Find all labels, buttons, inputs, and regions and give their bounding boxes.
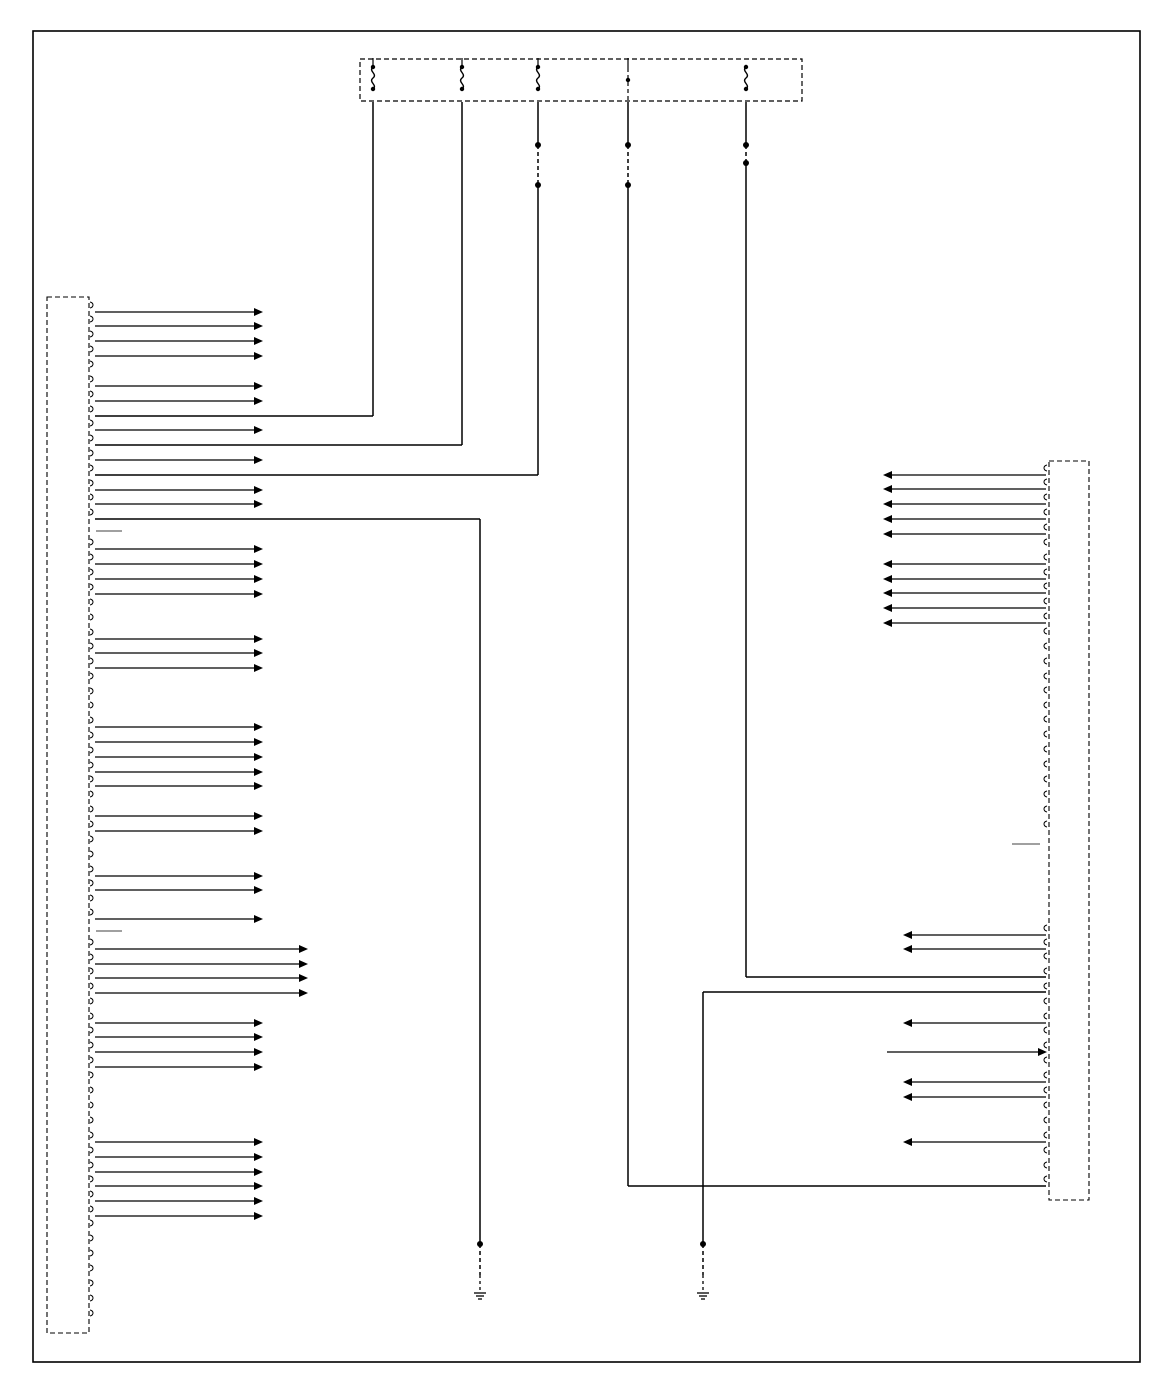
pin-socket-icon [90, 569, 93, 575]
pin-socket-icon [90, 420, 93, 426]
pin-socket-icon [90, 1295, 93, 1301]
pin-socket-icon [1044, 983, 1047, 989]
pin-socket-icon [1044, 761, 1047, 767]
arrow-right-icon [254, 560, 263, 568]
pin-socket-icon [90, 1013, 93, 1019]
arrow-right-icon [254, 1048, 263, 1056]
arrow-right-icon [254, 545, 263, 553]
pin-socket-icon [1044, 583, 1047, 589]
arrow-right-icon [254, 590, 263, 598]
arrow-right-icon [254, 664, 263, 672]
pin-socket-icon [90, 688, 93, 694]
arrow-right-icon [254, 1197, 263, 1205]
pin-socket-icon [1044, 1117, 1047, 1123]
pin-socket-icon [1044, 746, 1047, 752]
pin-socket-icon [1044, 791, 1047, 797]
arrow-right-icon [254, 649, 263, 657]
pin-socket-icon [90, 494, 93, 500]
fuse-icon [537, 67, 540, 89]
pin-socket-icon [90, 747, 93, 753]
pin-socket-icon [90, 732, 93, 738]
pin-socket-icon [90, 1176, 93, 1182]
pin-socket-icon [90, 1027, 93, 1033]
pin-socket-icon [90, 998, 93, 1004]
pin-socket-icon [1044, 716, 1047, 722]
pin-socket-icon [1044, 821, 1047, 827]
pin-socket-icon [90, 316, 93, 322]
pin-socket-icon [90, 821, 93, 827]
arrow-left-icon [883, 575, 892, 583]
pin-socket-icon [90, 539, 93, 545]
pin-socket-icon [90, 673, 93, 679]
pin-socket-icon [90, 361, 93, 367]
arrow-right-icon [254, 723, 263, 731]
fuse-icon [461, 67, 464, 89]
pin-socket-icon [90, 465, 93, 471]
pin-socket-icon [1044, 598, 1047, 604]
pin-socket-icon [90, 584, 93, 590]
arrow-right-icon [254, 486, 263, 494]
arrow-left-icon [883, 530, 892, 538]
arrow-right-icon [254, 886, 263, 894]
splice-dot-icon [625, 142, 631, 148]
pin-socket-icon [1044, 658, 1047, 664]
pin-socket-icon [90, 331, 93, 337]
pin-socket-icon [1044, 1072, 1047, 1078]
arrow-right-icon [254, 915, 263, 923]
arrow-right-icon [299, 960, 308, 968]
pin-socket-icon [90, 1220, 93, 1226]
arrow-left-icon [883, 500, 892, 508]
pin-socket-icon [90, 895, 93, 901]
arrow-right-icon [254, 456, 263, 464]
pin-socket-icon [90, 1250, 93, 1256]
splice-dot-icon [460, 65, 464, 69]
pin-socket-icon [90, 776, 93, 782]
pin-socket-icon [90, 643, 93, 649]
arrow-right-icon [254, 575, 263, 583]
splice-dot-icon [744, 65, 748, 69]
fuse-icon [745, 67, 748, 89]
splice-dot-icon [371, 65, 375, 69]
splice-dot-icon [460, 87, 464, 91]
splice-dot-icon [371, 87, 375, 91]
pin-socket-icon [90, 406, 93, 412]
arrow-left-icon [903, 1019, 912, 1027]
pin-socket-icon [1044, 673, 1047, 679]
pin-socket-icon [90, 909, 93, 915]
arrow-right-icon [254, 352, 263, 360]
pin-socket-icon [90, 1057, 93, 1063]
splice-dot-icon [743, 142, 749, 148]
pin-socket-icon [1044, 939, 1047, 945]
pin-socket-icon [90, 1235, 93, 1241]
pin-socket-icon [1044, 1147, 1047, 1153]
arrow-right-icon [254, 1063, 263, 1071]
pin-socket-icon [90, 435, 93, 441]
arrow-right-icon [254, 768, 263, 776]
pin-socket-icon [90, 702, 93, 708]
pin-socket-icon [90, 629, 93, 635]
pin-socket-icon [90, 1310, 93, 1316]
pin-socket-icon [90, 1132, 93, 1138]
pin-socket-icon [90, 509, 93, 515]
arrow-right-icon [1038, 1048, 1047, 1056]
arrow-left-icon [883, 471, 892, 479]
arrow-right-icon [254, 1168, 263, 1176]
arrow-right-icon [254, 500, 263, 508]
pin-socket-icon [1044, 968, 1047, 974]
pin-socket-icon [1044, 1013, 1047, 1019]
arrow-right-icon [299, 974, 308, 982]
pin-socket-icon [1044, 628, 1047, 634]
fuse-block-outline [360, 59, 802, 101]
pin-socket-icon [90, 1102, 93, 1108]
pin-socket-icon [1044, 613, 1047, 619]
pin-socket-icon [90, 480, 93, 486]
arrow-right-icon [254, 782, 263, 790]
diagram-frame [33, 31, 1140, 1362]
arrow-right-icon [254, 1182, 263, 1190]
pin-socket-icon [1044, 1057, 1047, 1063]
pin-socket-icon [90, 806, 93, 812]
pin-socket-icon [90, 391, 93, 397]
left-module-outline [47, 297, 89, 1333]
pin-socket-icon [90, 968, 93, 974]
pin-socket-icon [1044, 1162, 1047, 1168]
pin-socket-icon [1044, 479, 1047, 485]
pin-socket-icon [1044, 465, 1047, 471]
arrow-right-icon [254, 1033, 263, 1041]
pin-socket-icon [90, 954, 93, 960]
pin-socket-icon [90, 983, 93, 989]
right-module-outline [1049, 461, 1089, 1200]
arrow-right-icon [254, 1138, 263, 1146]
pin-socket-icon [1044, 554, 1047, 560]
pin-socket-icon [90, 762, 93, 768]
arrow-left-icon [883, 589, 892, 597]
arrow-right-icon [254, 308, 263, 316]
arrow-left-icon [903, 945, 912, 953]
pin-socket-icon [90, 880, 93, 886]
pin-socket-icon [90, 717, 93, 723]
arrow-left-icon [883, 560, 892, 568]
arrow-right-icon [254, 812, 263, 820]
pin-socket-icon [90, 346, 93, 352]
pin-socket-icon [90, 599, 93, 605]
pin-socket-icon [1044, 569, 1047, 575]
pin-socket-icon [1044, 539, 1047, 545]
splice-dot-icon [536, 65, 540, 69]
pin-socket-icon [90, 1087, 93, 1093]
arrow-right-icon [299, 945, 308, 953]
pin-socket-icon [1044, 494, 1047, 500]
pin-socket-icon [90, 1072, 93, 1078]
arrow-left-icon [903, 1078, 912, 1086]
splice-dot-icon [744, 87, 748, 91]
pin-socket-icon [1044, 524, 1047, 530]
pin-socket-icon [1044, 925, 1047, 931]
pin-socket-icon [90, 1147, 93, 1153]
arrow-right-icon [254, 322, 263, 330]
pin-socket-icon [1044, 643, 1047, 649]
pin-socket-icon [90, 614, 93, 620]
pin-socket-icon [90, 1280, 93, 1286]
pin-socket-icon [90, 1191, 93, 1197]
arrow-right-icon [299, 989, 308, 997]
pin-socket-icon [1044, 1102, 1047, 1108]
splice-dot-icon [626, 78, 630, 82]
pin-socket-icon [1044, 953, 1047, 959]
arrow-right-icon [254, 872, 263, 880]
arrow-left-icon [903, 1138, 912, 1146]
pin-socket-icon [1044, 509, 1047, 515]
pin-socket-icon [1044, 687, 1047, 693]
pin-socket-icon [90, 851, 93, 857]
pin-socket-icon [1044, 998, 1047, 1004]
arrow-right-icon [254, 738, 263, 746]
arrow-right-icon [254, 397, 263, 405]
pin-socket-icon [90, 1162, 93, 1168]
pin-socket-icon [90, 376, 93, 382]
pin-socket-icon [1044, 1176, 1047, 1182]
splice-dot-icon [536, 87, 540, 91]
pin-socket-icon [90, 658, 93, 664]
arrow-right-icon [254, 382, 263, 390]
pin-socket-icon [90, 554, 93, 560]
pin-socket-icon [1044, 806, 1047, 812]
splice-dot-icon [535, 142, 541, 148]
arrow-left-icon [883, 619, 892, 627]
pin-socket-icon [90, 1265, 93, 1271]
pin-socket-icon [1044, 1087, 1047, 1093]
pin-socket-icon [1044, 702, 1047, 708]
pin-socket-icon [90, 866, 93, 872]
pin-socket-icon [1044, 1027, 1047, 1033]
pin-socket-icon [90, 450, 93, 456]
arrow-left-icon [903, 1093, 912, 1101]
arrow-right-icon [254, 753, 263, 761]
pin-socket-icon [1044, 1042, 1047, 1048]
arrow-right-icon [254, 1153, 263, 1161]
pin-socket-icon [1044, 731, 1047, 737]
pin-socket-icon [1044, 776, 1047, 782]
pin-socket-icon [90, 1117, 93, 1123]
arrow-right-icon [254, 827, 263, 835]
fuse-icon [372, 67, 375, 89]
pin-socket-icon [1044, 1132, 1047, 1138]
pin-socket-icon [90, 1042, 93, 1048]
arrow-left-icon [883, 604, 892, 612]
pin-socket-icon [90, 939, 93, 945]
arrow-right-icon [254, 635, 263, 643]
arrow-left-icon [903, 931, 912, 939]
arrow-right-icon [254, 1019, 263, 1027]
pin-socket-icon [90, 836, 93, 842]
arrow-right-icon [254, 426, 263, 434]
pin-socket-icon [90, 302, 93, 308]
pin-socket-icon [90, 1206, 93, 1212]
pin-socket-icon [90, 791, 93, 797]
arrow-left-icon [883, 515, 892, 523]
arrow-left-icon [883, 485, 892, 493]
arrow-right-icon [254, 1212, 263, 1220]
arrow-right-icon [254, 337, 263, 345]
